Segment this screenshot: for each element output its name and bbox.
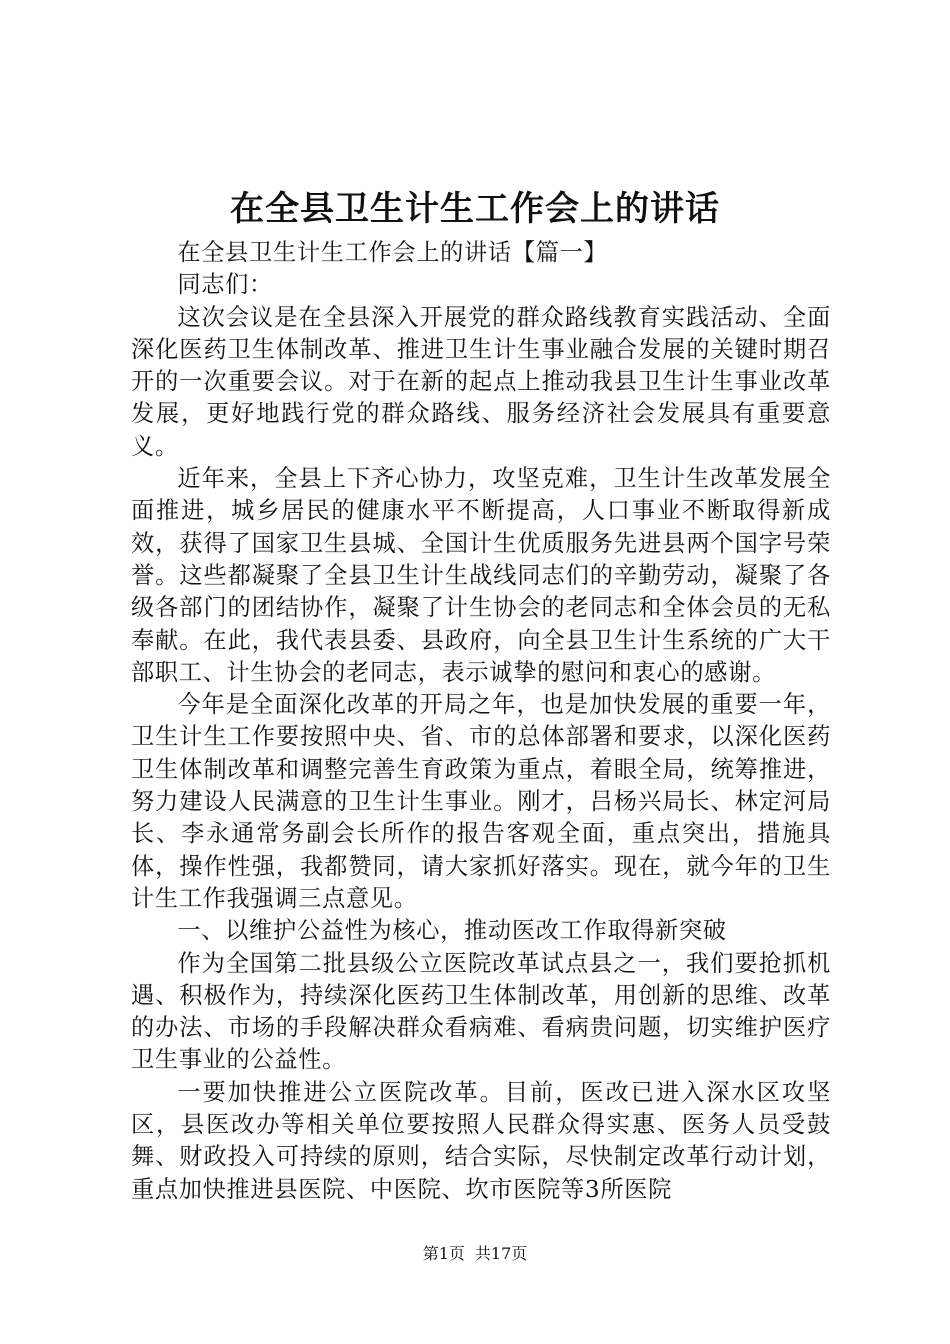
page-footer bbox=[0, 1243, 950, 1265]
section-heading: 在全县卫生计生工作会上的讲话【篇一】 bbox=[177, 239, 608, 266]
subsection-heading: 一、以维护公益性为核心，推动医改工作取得新突破 bbox=[177, 917, 727, 945]
body-paragraph: 这次会议是在全县深入开展党的群众路线教育实践活动、全面深化医药卫生体制改革、推进卫生计生事业融合发展的关键时期召开的一次重要会议。对于在新的起点上推动我县卫生计生事业改革发展，更好地践行党的群众路线、服务经济社会发展具有重要意义。 bbox=[131, 303, 831, 460]
document-title: 在全县卫生计生工作会上的讲话 bbox=[230, 189, 720, 229]
total-pages: 共17页 bbox=[474, 1244, 528, 1263]
body-paragraph: 今年是全面深化改革的开局之年，也是加快发展的重要一年，卫生计生工作要按照中央、省、市的总体部署和要求，以深化医药卫生体制改革和调整完善生育政策为重点，着眼全局，统筹推进，努力建设人民满意的卫生计生事业。刚才，吕杨兴局长、林定河局长、李永通常务副会长所作的报告客观全面，重点突出，措施具体，操作性强，我都赞同，请大家抓好落实。现在，就今年的卫生计生工作我强调三点意见。 bbox=[131, 691, 831, 912]
body-paragraph: 近年来，全县上下齐心协力，攻坚克难，卫生计生改革发展全面推进，城乡居民的健康水平不断提高，人口事业不断取得新成效，获得了国家卫生县城、全国计生优质服务先进县两个国字号荣誉。这些都凝聚了全县卫生计生战线同志们的辛勤劳动，凝聚了各级各部门的团结协作，凝聚了计生协会的老同志和全体会员的无私奉献。在此，我代表县委、县政府，向全县卫生计生系统的广大干部职工、计生协会的老同志，表示诚挚的慰问和衷心的感谢。 bbox=[131, 465, 831, 686]
salutation: 同志们： bbox=[177, 271, 273, 299]
page-number: 第1页 bbox=[422, 1244, 465, 1263]
document-body bbox=[131, 237, 831, 1206]
body-paragraph: 作为全国第二批县级公立医院改革试点县之一，我们要抢抓机遇、积极作为，持续深化医药卫生体制改革，用创新的思维、改革的办法、市场的手段解决群众看病难、看病贵问题，切实维护医疗卫生事业的公益性。 bbox=[131, 949, 831, 1074]
body-paragraph: 一要加快推进公立医院改革。目前，医改已进入深水区攻坚区，县医改办等相关单位要按照人民群众得实惠、医务人员受鼓舞、财政投入可持续的原则，结合实际，尽快制定改革行动计划，重点加快推进县医院、中医院、坎市医院等3所医院 bbox=[131, 1078, 831, 1203]
